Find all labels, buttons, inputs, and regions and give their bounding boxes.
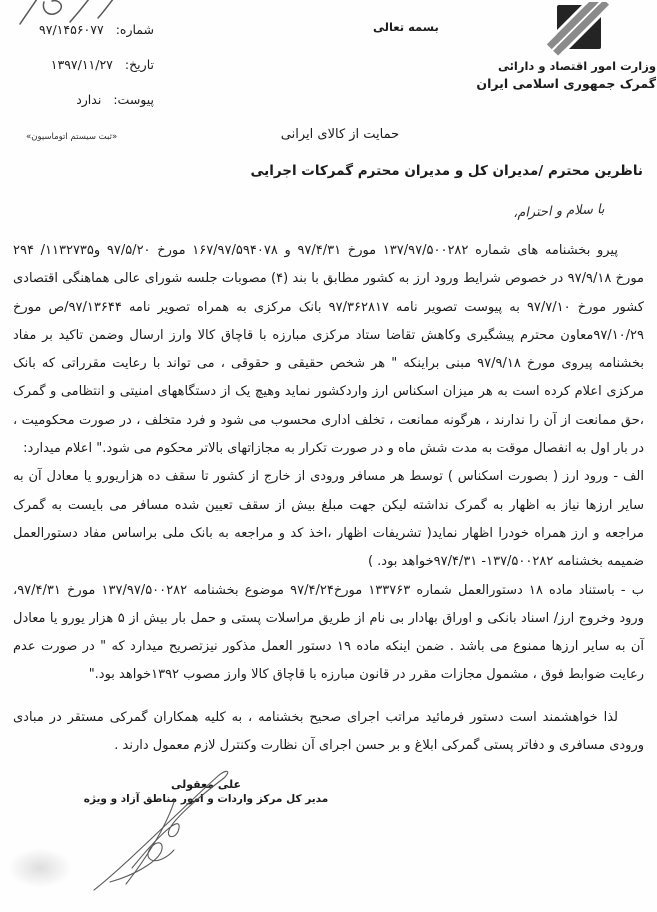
ref-number-field (16, 22, 154, 57)
paragraph-closing: لذا خواهشمند است دستور فرمائید مراتب اجرای صحیح بخشنامه ، به کلیه همکاران گمرکی مستقر در مبادی ورودی مسافری و دفاتر پستی گمرکی ابلاغ و بر حسن اجرای آن نظارت وکنترل لازم معمول دارند . (13, 709, 644, 754)
bismillah-heading: بسمه تعالی (373, 20, 439, 34)
signer-title: مدیر کل مرکز واردات و امور مناطق آزاد و ویژه (83, 793, 329, 805)
ministry-name: وزارت امور اقتصاد و دارائی (497, 59, 656, 73)
ref-number-value: ۹۷/۱۴۵۶۰۷۷ (39, 22, 104, 37)
addressee-line: ناظرین محترم /مدیران کل و مدیران محترم گمرکات اجرایی (250, 163, 643, 179)
date-label: تاریخ: (124, 57, 154, 72)
paragraph-alef: الف - ورود ارز ( بصورت اسکناس ) توسط هر مسافر ورودی از خارج از کشور تا سقف ده هزاریورو یا معادل آن به سایر ارزها نیاز به اظهار به گمرک نداشته لیکن جهت مبلغ بیش از سقف تعیین شده مسافر می بایست به گمرک مراجعه و ارز همراه خودرا اظهار نماید( تشریفات اظهار ،اخذ کد و مراجعه به بانک ملی براساس مفاد دستورالعمل ضمیمه بخشنامه ۱۳۷/۵۰۰۲۸۲- ۹۷/۴/۳۱خواهد بود. ) (13, 469, 644, 570)
date-value: ۱۳۹۷/۱۱/۲۷ (50, 57, 113, 72)
letter-meta-fields (16, 22, 154, 127)
signer-name: علی معقولی (170, 778, 242, 791)
automation-note: «ثبت سیستم اتوماسیون» (26, 132, 118, 142)
customs-logo-icon (539, 2, 617, 58)
attachment-field (16, 92, 154, 127)
scan-smudge (8, 848, 72, 888)
year-slogan: حمایت از کالای ایرانی (280, 127, 400, 142)
paragraph-intro: پیرو بخشنامه های شماره ۱۳۷/۹۷/۵۰۰۲۸۲ مورخ ۹۷/۴/۳۱ و ۱۶۷/۹۷/۵۹۴۰۷۸ مورخ ۹۷/۵/۲۰ و۱۱۳۲۷۳۵/ ۲۹۴ مورخ ۹۷/۹/۱۸ در خصوص شرایط ورود ارز به کشور مطابق با بند (۴) مصوبات جلسه شورای عالی هماهنگی اقتصادی کشور مورخ ۹۷/۷/۱۰ به پیوست تصویر نامه ۹۷/۳۶۲۸۱۷ بانک مرکزی به همراه تصویر نامه ۹۷/۱۳۶۴۴/ص مورخ ۹۷/۱۰/۲۹معاون محترم پیشگیری وکاهش تقاضا ستاد مرکزی مبارزه با قاچاق کالا وارز ارسال وضمن تاکید بر مفاد بخشنامه پیروی مورخ ۹۷/۹/۱۸ مبنی براینکه " هر شخص حقیقی و حقوقی ، می تواند با رعایت مقرراتی که بانک مرکزی اعلام کرده است به هر میزان اسکناس ارز واردکشور نماید وهیچ یک از دستگاههای امنیتی و انتظامی و گمرک ،حق ممانعت از آن را ندارند ، هرگونه ممانعت ، تخلف اداری محسوب می شود و فرد متخلف ، در صورت محکومیت ، در بار اول به انفصال موقت به مدت شش ماه و در صورت تکرار به مجازاتهای بالاتر محکوم می شود." اعلام میدارد: (13, 243, 645, 457)
letter-body (13, 237, 644, 760)
attachment-value: ندارد (76, 92, 102, 107)
organization-block (476, 2, 656, 91)
ref-number-label: شماره: (115, 22, 154, 37)
date-field (16, 57, 154, 92)
organization-name: گمرک جمهوری اسلامی ایران (476, 76, 656, 91)
paragraph-be: ب - باستناد ماده ۱۸ دستورالعمل شماره ۱۳۳۷۶۳ مورخ۹۷/۴/۲۴ موضوع بخشنامه ۱۳۷/۹۷/۵۰۰۲۸۲ مورخ ۹۷/۴/۳۱، ورود وخروج ارز/ اسناد بانکی و اوراق بهادار بی نام از طریق مراسلات پستی و حمل بار بیش از ۵ هزار یورو یا معادل آن به سایر ارزها ممنوع می باشد . ضمن اینکه ماده ۱۹ دستور العمل مذکور نیزتصریح میدارد که " در صورت عدم رعایت ضوابط فوق ، مشمول مجازات مقرر در قانون مبارزه با قاچاق کالا وارز مصوب ۱۳۹۲خواهد بود." (13, 582, 644, 683)
handwritten-salutation: با سلام و احترام، (513, 202, 606, 221)
attachment-label: پیوست: (113, 92, 154, 107)
signature-block (48, 778, 364, 805)
